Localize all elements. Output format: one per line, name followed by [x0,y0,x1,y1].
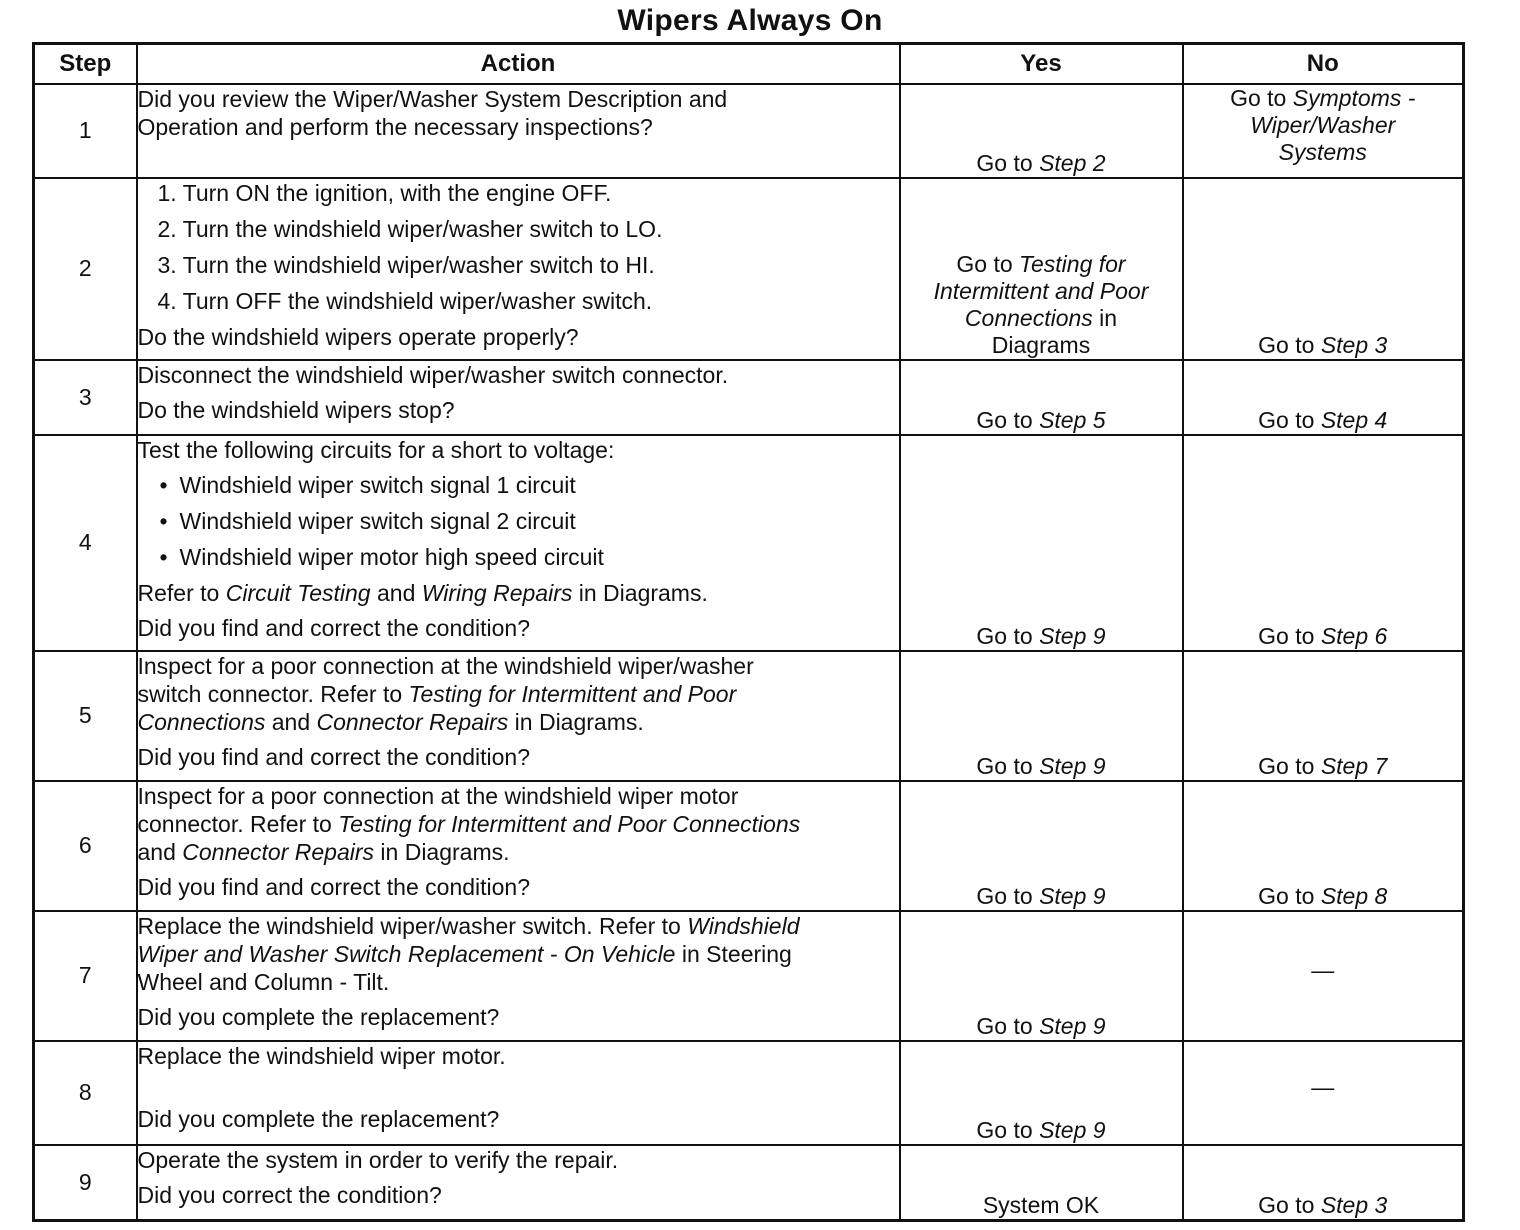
no-step-link[interactable]: Step 7 [1320,752,1388,779]
no-prefix: Go to [1258,406,1321,433]
action-text [138,680,899,708]
connector-repairs-link[interactable]: Connector Repairs [316,708,509,735]
action-text: Operation and perform the necessary inspections? [137,113,653,140]
step-number: 7 [34,911,137,1041]
page-title: Wipers Always On [617,4,883,37]
no-cell [1183,1041,1464,1145]
circuit-list-item [138,471,899,499]
windshield-switch-link[interactable]: Windshield [687,912,800,939]
yes-prefix: Go to [956,250,1020,277]
table-row [34,84,1464,178]
step-number: 8 [34,1041,137,1145]
no-step-link[interactable]: Step 8 [1320,882,1388,909]
yes-prefix: Go to [976,1012,1040,1039]
no-prefix: Go to [1230,84,1293,111]
action-cell [137,435,900,651]
action-text: Wheel and Column - Tilt. [137,968,390,995]
circuit-list-item [138,507,899,535]
action-cell [137,360,900,435]
step-number: 6 [34,781,137,911]
yes-step-link[interactable]: Step 5 [1039,406,1106,433]
yes-cell [900,781,1183,911]
action-text [138,940,899,968]
step-number: 1 [34,84,137,178]
yes-step-link[interactable]: Step 9 [1039,622,1106,649]
action-cell [137,911,900,1041]
circuit-testing-link[interactable]: Circuit Testing [225,579,371,606]
procedure-item: 4. Turn OFF the windshield wiper/washer switch. [157,287,653,314]
yes-step-link[interactable]: Step 9 [1039,752,1106,779]
step-number: 5 [34,651,137,781]
yes-prefix: Go to [976,149,1040,176]
yes-prefix: Go to [976,752,1040,779]
no-cell [1183,435,1464,651]
yes-prefix: Go to [976,1116,1040,1143]
yes-testing-link[interactable]: Testing for [1019,250,1126,277]
action-text-part: and [137,838,183,865]
no-cell [1183,1145,1464,1221]
action-text: Replace the windshield wiper motor. [137,1042,506,1069]
no-prefix: Go to [1258,752,1321,779]
yes-step-link[interactable]: Step 9 [1039,882,1106,909]
action-cell [137,84,900,178]
action-question: Do the windshield wipers stop? [137,396,455,423]
table-row [34,1145,1464,1221]
table-header-row [34,44,1464,84]
circuit-name: Windshield wiper switch signal 2 circuit [179,507,576,534]
action-text [138,838,899,866]
procedure-item: 2. Turn the windshield wiper/washer switch to LO. [157,215,663,242]
yes-cell [900,1041,1183,1145]
yes-step-link[interactable]: Step 2 [1039,149,1106,176]
column-header-action: Action [137,44,900,84]
step-number: 4 [34,435,137,651]
yes-suffix: in [1092,304,1118,331]
no-prefix: Go to [1258,622,1321,649]
not-applicable-dash: — [1311,1074,1335,1100]
action-text: Operate the system in order to verify the repair. [137,1146,619,1173]
yes-suffix-line2: Diagrams [991,331,1091,358]
diagnostic-table [32,42,1465,1222]
action-text-part: switch connector. Refer to [137,680,409,707]
no-cell [1183,360,1464,435]
no-symptoms-link-line2[interactable]: Wiper/Washer [1250,111,1396,138]
circuit-list-item [138,543,899,571]
yes-cell [900,651,1183,781]
no-step-link[interactable]: Step 3 [1320,1192,1388,1218]
action-text: Test the following circuits for a short to voltage: [137,436,615,463]
no-step-link[interactable]: Step 3 [1320,331,1388,358]
table-row [34,781,1464,911]
step-number: 3 [34,360,137,435]
yes-cell [900,84,1183,178]
yes-cell [900,911,1183,1041]
circuit-name: Windshield wiper motor high speed circuit [179,543,604,570]
reference-text: in Diagrams. [572,579,708,606]
yes-step-link[interactable]: Step 9 [1039,1012,1106,1039]
yes-prefix: Go to [976,882,1040,909]
action-text [138,810,899,838]
action-text: Disconnect the windshield wiper/washer switch connector. [137,361,729,388]
action-text-part: connector. Refer to [137,810,339,837]
yes-result-text: System OK [982,1192,1100,1218]
step-number: 9 [34,1145,137,1221]
no-prefix: Go to [1258,882,1321,909]
action-question: Did you find and correct the condition? [137,743,531,770]
yes-cell [900,360,1183,435]
table-row [34,911,1464,1041]
yes-cell [900,1145,1183,1221]
action-cell [137,1145,900,1221]
table-row [34,178,1464,360]
yes-testing-link-line3[interactable]: Connections [964,304,1093,331]
spacer [138,1077,899,1105]
action-question: Did you find and correct the condition? [137,614,531,641]
step-number: 2 [34,178,137,360]
testing-intermittent-link[interactable]: Testing for Intermittent and Poor [408,680,737,707]
connector-repairs-link[interactable]: Connector Repairs [182,838,375,865]
table-row [34,651,1464,781]
no-step-link[interactable]: Step 4 [1320,406,1388,433]
column-header-no: No [1183,44,1464,84]
reference-text: and [370,579,422,606]
yes-cell [900,178,1183,360]
action-cell [137,651,900,781]
no-cell [1183,178,1464,360]
action-text: Inspect for a poor connection at the windshield wiper motor [137,782,739,809]
yes-step-link[interactable]: Step 9 [1039,1116,1106,1143]
procedure-item: 1. Turn ON the ignition, with the engine OFF. [157,179,612,206]
action-text-part: in Diagrams. [508,708,644,735]
table-row [34,360,1464,435]
action-question: Did you complete the replacement? [137,1105,500,1132]
action-cell [137,1041,900,1145]
circuit-name: Windshield wiper switch signal 1 circuit [179,471,576,498]
action-text [138,912,899,940]
action-question: Do the windshield wipers operate properly? [137,323,579,350]
action-text-part: and [265,708,317,735]
action-question: Did you find and correct the condition? [137,873,531,900]
yes-prefix: Go to [976,406,1040,433]
action-text: Inspect for a poor connection at the windshield wiper/washer [137,652,754,679]
column-header-step: Step [34,44,137,84]
yes-cell [900,435,1183,651]
no-symptoms-link-line3[interactable]: Systems [1278,138,1367,165]
action-text-part: in Diagrams. [374,838,510,865]
no-cell [1183,781,1464,911]
testing-intermittent-link[interactable]: Testing for Intermittent and Poor Connections [338,810,801,837]
yes-testing-link-line2[interactable]: Intermittent and Poor [933,277,1149,304]
no-symptoms-link[interactable]: Symptoms - [1292,84,1416,111]
wiring-repairs-link[interactable]: Wiring Repairs [421,579,573,606]
no-prefix: Go to [1258,331,1321,358]
bullet-icon: • [159,543,168,570]
reference-text: Refer to [137,579,226,606]
action-question: Did you correct the condition? [137,1181,442,1208]
no-cell [1183,911,1464,1041]
action-text [138,708,899,736]
table-row [34,1041,1464,1145]
column-header-yes: Yes [900,44,1183,84]
action-reference [138,579,899,607]
action-cell [137,781,900,911]
testing-intermittent-link-cont[interactable]: Connections [137,708,266,735]
action-cell [137,178,900,360]
table-row [34,435,1464,651]
action-question: Did you complete the replacement? [137,1003,500,1030]
bullet-icon: • [159,471,168,498]
procedure-item: 3. Turn the windshield wiper/washer switch to HI. [157,251,655,278]
no-cell [1183,84,1464,178]
action-text-part: in Steering [675,940,792,967]
no-prefix: Go to [1258,1192,1321,1218]
no-step-link[interactable]: Step 6 [1320,622,1388,649]
action-text-part: Replace the windshield wiper/washer switch. Refer to [137,912,688,939]
no-cell [1183,651,1464,781]
yes-prefix: Go to [976,622,1040,649]
action-text: Did you review the Wiper/Washer System Description and [137,85,728,112]
bullet-icon: • [159,507,168,534]
windshield-switch-link-cont[interactable]: Wiper and Washer Switch Replacement - On Vehicle [137,940,676,967]
not-applicable-dash: — [1311,957,1335,983]
